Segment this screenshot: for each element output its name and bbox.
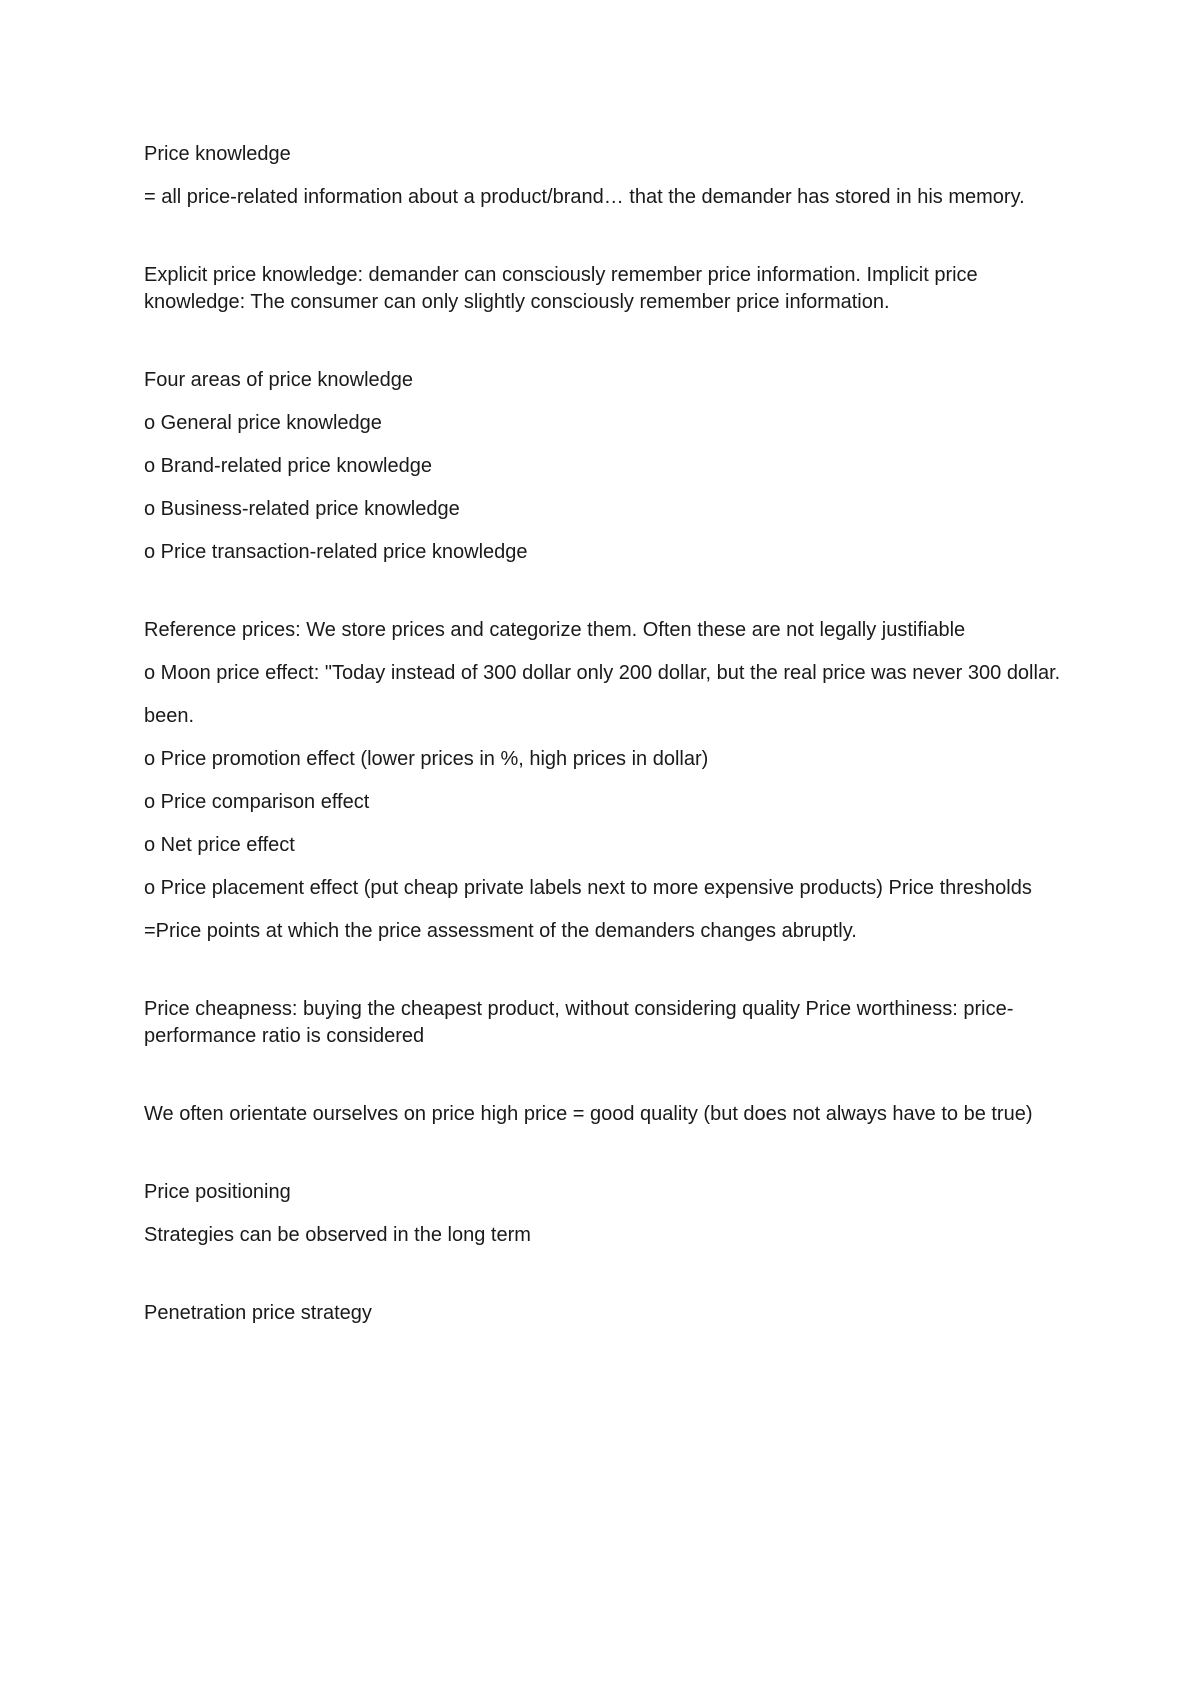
paragraph: o Price placement effect (put cheap private labels next to more expensive products) Price thresholds bbox=[144, 877, 1032, 899]
paragraph-list bbox=[144, 141, 1064, 1327]
paragraph: = all price-related information about a product/brand… that the demander has stored in his memory. bbox=[144, 186, 1025, 208]
paragraph: Price knowledge bbox=[144, 143, 291, 165]
paragraph-spacer bbox=[144, 227, 1064, 262]
paragraph: o Price promotion effect (lower prices in %, high prices in dollar) bbox=[144, 748, 709, 770]
paragraph-spacer bbox=[144, 1265, 1064, 1300]
paragraph: o General price knowledge bbox=[144, 412, 382, 434]
paragraph: Four areas of price knowledge bbox=[144, 369, 414, 391]
paragraph: Price positioning bbox=[144, 1181, 291, 1203]
paragraph: We often orientate ourselves on price high price = good quality (but does not always have to be true) bbox=[144, 1103, 1033, 1125]
paragraph-spacer bbox=[144, 961, 1064, 996]
paragraph: o Price transaction-related price knowledge bbox=[144, 541, 528, 563]
paragraph: o Price comparison effect bbox=[144, 791, 370, 813]
document-body bbox=[144, 141, 1064, 1343]
paragraph: been. bbox=[144, 705, 195, 727]
paragraph-spacer bbox=[144, 1144, 1064, 1179]
paragraph: Strategies can be observed in the long term bbox=[144, 1224, 531, 1246]
paragraph: Reference prices: We store prices and categorize them. Often these are not legally justifiable bbox=[144, 619, 966, 641]
paragraph: o Business-related price knowledge bbox=[144, 498, 460, 520]
paragraph: =Price points at which the price assessment of the demanders changes abruptly. bbox=[144, 920, 857, 942]
paragraph-spacer bbox=[144, 582, 1064, 617]
paragraph: o Moon price effect: "Today instead of 300 dollar only 200 dollar, but the real price was never 300 dollar. bbox=[144, 662, 1061, 684]
paragraph: Penetration price strategy bbox=[144, 1302, 372, 1324]
paragraph: Explicit price knowledge: demander can consciously remember price information. Implicit price knowledge: The consumer can only slightly consciously remember price information. bbox=[144, 264, 978, 313]
paragraph-spacer bbox=[144, 332, 1064, 367]
paragraph: o Net price effect bbox=[144, 834, 295, 856]
paragraph: o Brand-related price knowledge bbox=[144, 455, 432, 477]
paragraph: Price cheapness: buying the cheapest product, without considering quality Price worthiness: price-performance ratio is considered bbox=[144, 998, 1014, 1047]
paragraph-spacer bbox=[144, 1066, 1064, 1101]
